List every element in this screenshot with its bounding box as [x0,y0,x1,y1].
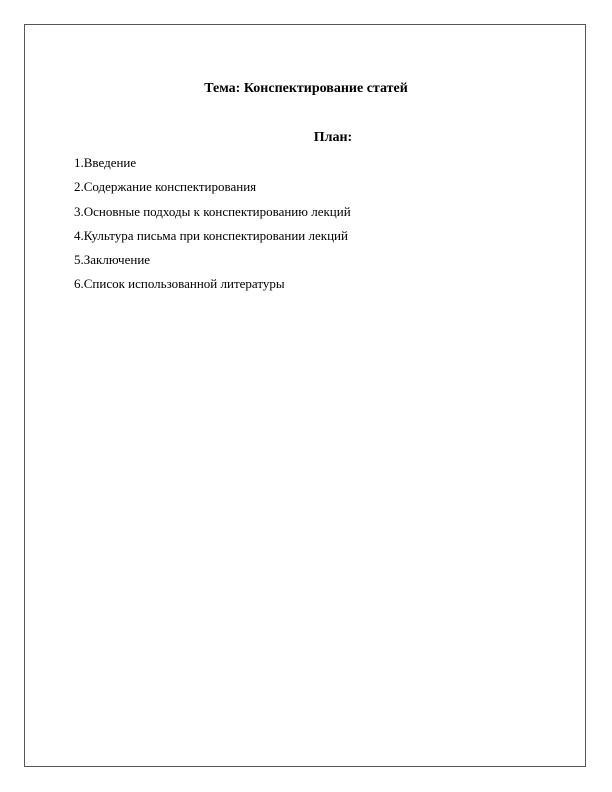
plan-item-approaches: 3.Основные подходы к конспектированию лекций [74,203,351,219]
plan-item-references: 6.Список использованной литературы [74,276,285,292]
plan-item-content: 2.Содержание конспектирования [74,179,257,195]
document-title: Тема: Конспектирование статей [204,81,408,96]
plan-item-writing-culture: 4.Культура письма при конспектировании лекций [74,227,348,243]
plan-list [74,154,351,300]
plan-item-introduction: 1.Введение [74,155,137,170]
plan-item-conclusion: 5.Заключение [74,252,151,268]
plan-heading: План: [313,130,353,145]
